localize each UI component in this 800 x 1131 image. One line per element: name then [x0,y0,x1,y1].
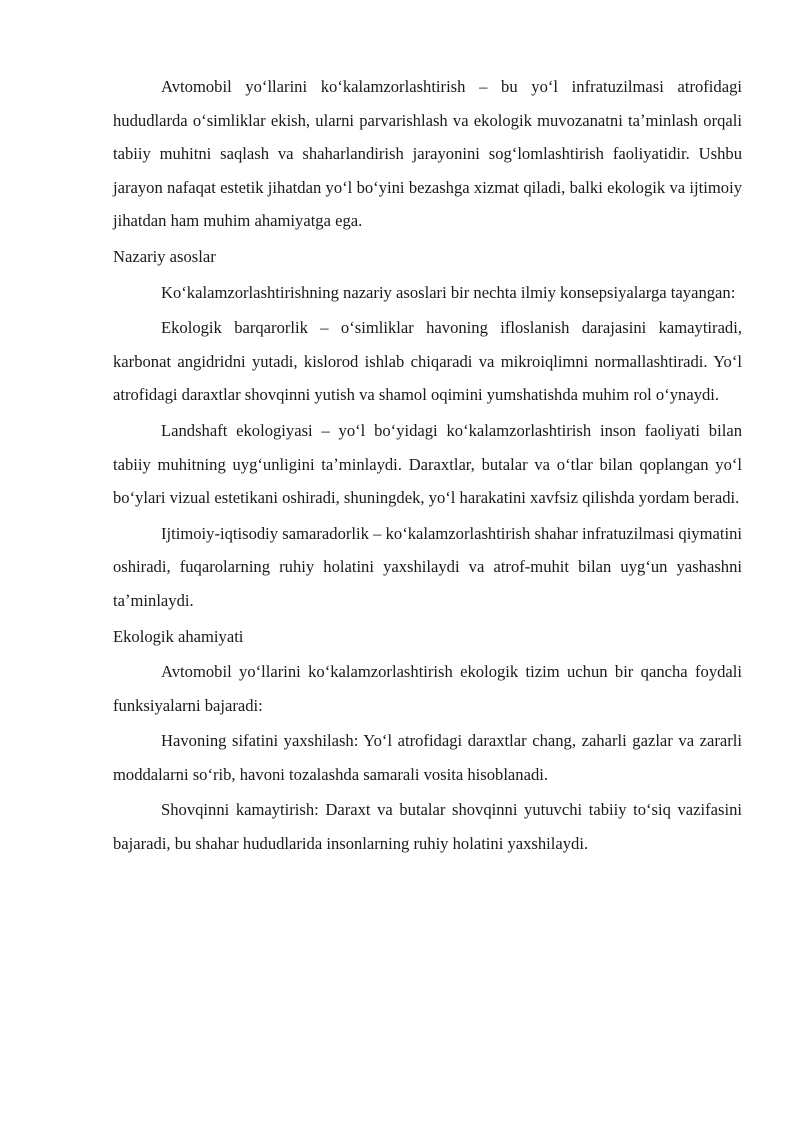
paragraph-noise-reduction: Shovqinni kamaytirish: Daraxt va butalar shovqinni yutuvchi tabiiy toʻsiq vazifasini bajaradi, bu shahar hududlarida insonlarning ruhiy holatini yaxshilaydi. [113,800,742,854]
document-page [113,70,742,861]
paragraph-air-quality: Havoning sifatini yaxshilash: Yoʻl atrofidagi daraxtlar chang, zaharli gazlar va zararli moddalarni soʻrib, havoni tozalashda samarali vosita hisoblanadi. [113,731,742,784]
paragraph-theory-intro: Koʻkalamzorlashtirishning nazariy asoslari bir nechta ilmiy konsepsiyalarga tayangan: [161,282,736,302]
paragraph-intro: Avtomobil yoʻllarini koʻkalamzorlashtirish – bu yoʻl infratuzilmasi atrofidagi hududlarda oʻsimliklar ekish, ularni parvarishlash va ekologik muvozanatni taʼminlash orqali tabiiy muhitni saqlash va shaharlandirish jarayonini sogʻlomlashtirish faoliyatidir. Ushbu jarayon nafaqat estetik jihatdan yoʻl boʻyini bezashga xizmat qiladi, balki ekologik va ijtimoiy jihatdan ham muhim ahamiyatga ega. [113,77,742,231]
section-heading-ekologik-ahamiyati: Ekologik ahamiyati [113,626,244,646]
paragraph-ecological-sustainability: Ekologik barqarorlik – oʻsimliklar havoning ifloslanish darajasini kamaytiradi, karbonat angidridni yutadi, kislorod ishlab chiqaradi va mikroiqlimni normallashtiradi. Yoʻl atrofidagi daraxtlar shovqinni yutish va shamol oqimini yumshatishda muhim rol oʻynaydi. [113,318,742,405]
section-heading-nazariy-asoslar: Nazariy asoslar [113,246,216,266]
paragraph-socio-economic: Ijtimoiy-iqtisodiy samaradorlik – koʻkalamzorlashtirish shahar infratuzilmasi qiymatini oshiradi, fuqarolarning ruhiy holatini yaxshilaydi va atrof-muhit bilan uygʻun yashashni taʼminlaydi. [113,523,742,610]
paragraph-landscape-ecology: Landshaft ekologiyasi – yoʻl boʻyidagi koʻkalamzorlashtirish inson faoliyati bilan tabiiy muhitning uygʻunligini taʼminlaydi. Daraxtlar, butalar va oʻtlar bilan qoplangan yoʻl boʻylari vizual estetikani oshiradi, shuningdek, yoʻl harakatini xavfsiz qilishda yordam beradi. [113,420,742,508]
paragraph-ecological-functions: Avtomobil yoʻllarini koʻkalamzorlashtirish ekologik tizim uchun bir qancha foydali funksiyalarni bajaradi: [113,662,742,715]
